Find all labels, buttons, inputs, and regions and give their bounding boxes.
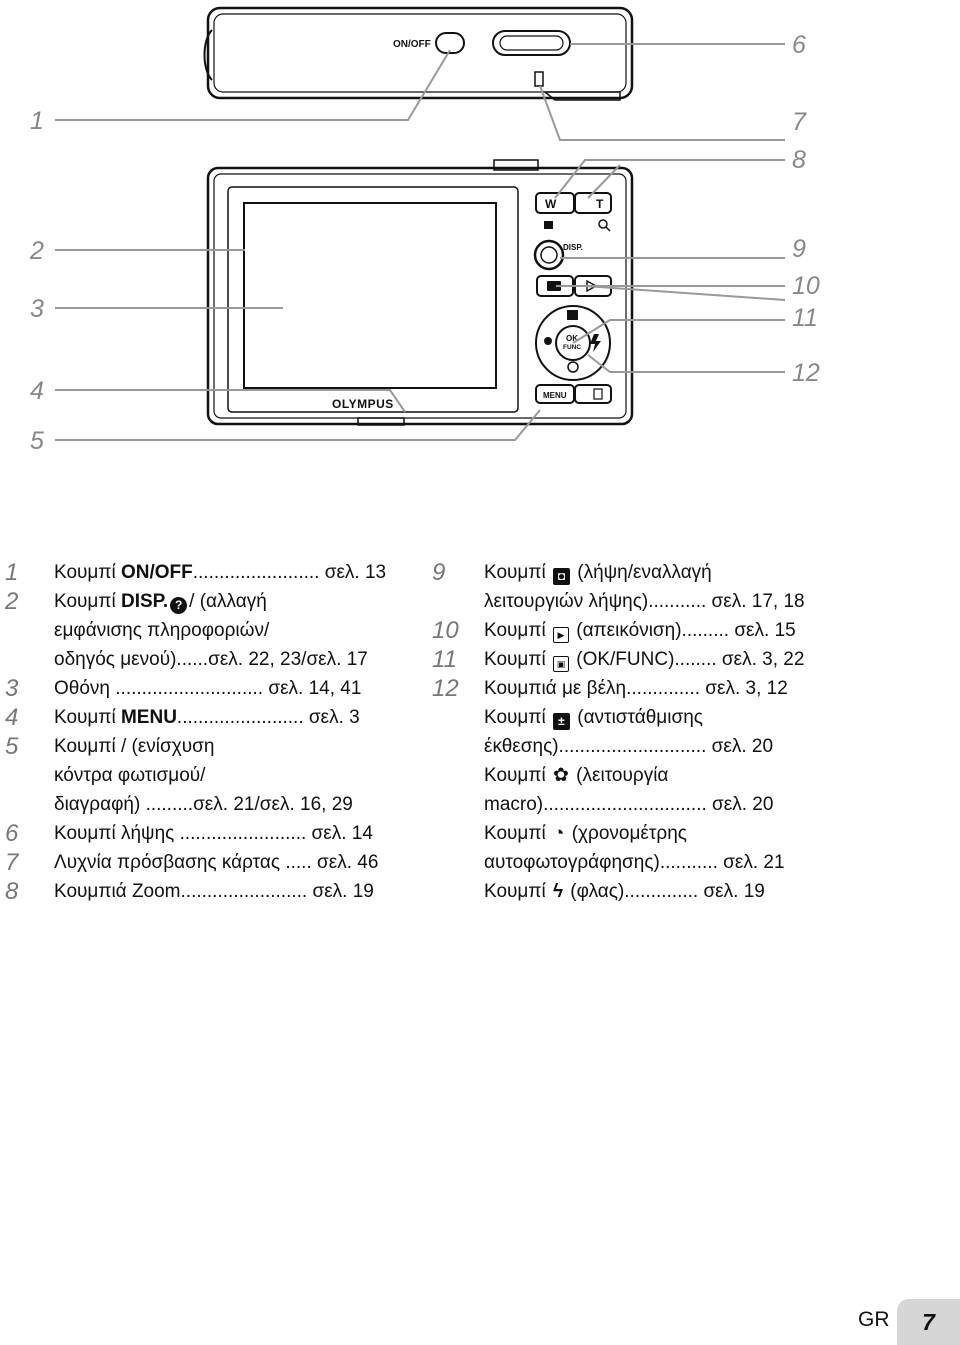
entry-text: Κουμπί / (ενίσχυση: [54, 736, 215, 757]
macro-icon: ✿: [552, 765, 569, 786]
monitor-screen-shape: [244, 203, 496, 388]
entry-text: αυτοφωτογράφησης)........... σελ. 21: [484, 852, 785, 873]
legend-entry-4: [5, 703, 425, 732]
entry-page-ref: ........................ σελ. 3: [176, 707, 360, 728]
legend-entry-6: [5, 819, 425, 848]
zoom-t-label: T: [596, 197, 604, 211]
entry-text: macro)............................... σελ. 20: [484, 794, 774, 815]
entry-number: 8: [5, 878, 19, 905]
legend-sub-self-timer: [432, 819, 852, 848]
legend-line: [432, 587, 852, 616]
legend-line: [5, 616, 425, 645]
entry-text: Κουμπί λήψης ........................ σελ. 14: [54, 823, 373, 844]
legend-line: [432, 732, 852, 761]
entry-number: 4: [5, 704, 19, 731]
legend-left: [5, 558, 425, 906]
ok-func-icon: ▣: [553, 656, 569, 672]
legend-line: [432, 790, 852, 819]
entry-text: Κουμπιά με βέλη.............. σελ. 3, 12: [484, 678, 788, 699]
legend-entry-3: [5, 674, 425, 703]
entry-text: Κουμπί: [54, 562, 121, 583]
callout-2: 2: [30, 237, 44, 265]
entry-text: (χρονομέτρης: [566, 823, 687, 844]
camera-diagram: [0, 0, 960, 470]
legend-sub-macro: [432, 761, 852, 790]
entry-text: έκθεσης)............................ σελ. 20: [484, 736, 774, 757]
legend-entry-8: [5, 877, 425, 906]
entry-number: 2: [5, 588, 19, 615]
callout-3: 3: [30, 295, 44, 323]
entry-text: Κουμπί: [54, 707, 121, 728]
menu-label: MENU: [543, 391, 567, 400]
callout-5: 5: [30, 427, 44, 455]
legend-entry-10: [432, 616, 852, 645]
callout-10: 10: [792, 272, 820, 300]
callout-9: 9: [792, 235, 806, 263]
entry-text: Οθόνη ............................ σελ. 14, 41: [54, 678, 362, 699]
legend-entry-1: [5, 558, 425, 587]
callout-11: 11: [792, 304, 818, 332]
entry-number: 5: [5, 733, 19, 760]
entry-text: Κουμπί: [484, 562, 551, 583]
entry-number: 1: [5, 559, 19, 586]
legend-entry-2: [5, 587, 425, 616]
zoom-w-label: W: [545, 197, 557, 211]
entry-text: Κουμπί: [484, 765, 551, 786]
callout-4: 4: [30, 377, 44, 405]
entry-text: (OK/FUNC)........ σελ. 3, 22: [570, 649, 805, 670]
legend-entry-9: [432, 558, 852, 587]
entry-text: Λυχνία πρόσβασης κάρτας ..... σελ. 46: [54, 852, 379, 873]
entry-number: 9: [432, 559, 446, 586]
legend-line: [5, 761, 425, 790]
brand-logo: OLYMPUS: [332, 397, 394, 411]
entry-text: Κουμπιά Zoom........................ σελ. 19: [54, 881, 374, 902]
entry-text: (λειτουργία: [570, 765, 669, 786]
entry-text: Κουμπί: [484, 881, 551, 902]
play-icon: ▶: [553, 627, 569, 643]
entry-text: (αντιστάθμισης: [571, 707, 703, 728]
entry-text: κόντρα φωτισμού/: [54, 765, 206, 786]
entry-number: 6: [5, 820, 19, 847]
legend-line: [5, 790, 425, 819]
legend-entry-11: [432, 645, 852, 674]
entry-text: λειτουργιών λήψης)........... σελ. 17, 18: [484, 591, 805, 612]
entry-text: Κουμπί: [484, 707, 551, 728]
entry-number: 10: [432, 617, 459, 644]
entry-number: 3: [5, 675, 19, 702]
exposure-icon: ±: [553, 713, 570, 730]
func-label: FUNC: [563, 344, 582, 351]
entry-text: Κουμπί: [484, 620, 551, 641]
entry-number: 12: [432, 675, 459, 702]
card-lamp-shape: [535, 72, 543, 86]
help-icon: ?: [170, 597, 187, 614]
legend-line: [5, 645, 425, 674]
legend-entry-7: [5, 848, 425, 877]
ok-label: OK: [566, 334, 578, 343]
entry-text: εμφάνισης πληροφοριών/: [54, 620, 270, 641]
entry-text: Κουμπί: [484, 649, 551, 670]
camera-back-view: [208, 160, 632, 425]
entry-button-name: ON/OFF: [120, 562, 193, 583]
legend-right: [432, 558, 852, 906]
callout-1: 1: [30, 107, 44, 135]
entry-number: 7: [5, 849, 19, 876]
entry-button-name: DISP.: [120, 591, 169, 612]
disp-label: DISP.: [563, 243, 583, 252]
entry-button-name: MENU: [120, 707, 177, 728]
entry-text: οδηγός μενού)......σελ. 22, 23/σελ. 17: [54, 649, 368, 670]
onoff-label: ON/OFF: [393, 39, 431, 50]
legend-sub-flash: [432, 877, 852, 906]
callout-6: 6: [792, 31, 806, 59]
camera-icon: ◘: [553, 568, 570, 585]
entry-text: (απεικόνιση)......... σελ. 15: [570, 620, 796, 641]
flash-icon: ϟ: [552, 881, 564, 902]
callout-8: 8: [792, 146, 806, 174]
entry-text: (λήψη/εναλλαγή: [571, 562, 712, 583]
legend-entry-12: [432, 674, 852, 703]
shutter-button-shape: [493, 31, 570, 55]
entry-text: / (αλλαγή: [189, 591, 267, 612]
entry-text: Κουμπί: [54, 591, 121, 612]
entry-text: (φλας).............. σελ. 19: [565, 881, 765, 902]
callout-7: 7: [792, 108, 806, 136]
leader-lines: [55, 44, 785, 440]
page-number: 7: [897, 1299, 960, 1345]
callout-12: 12: [792, 359, 820, 387]
entry-page-ref: ........................ σελ. 13: [192, 562, 387, 583]
legend-line: [432, 848, 852, 877]
footer-language: GR: [858, 1308, 890, 1331]
self-timer-icon: ◔: [552, 823, 565, 844]
camera-top-view: [205, 8, 633, 100]
entry-text: Κουμπί: [484, 823, 551, 844]
legend-entry-5: [5, 732, 425, 761]
entry-number: 11: [432, 646, 457, 673]
legend-sub-exposure: [432, 703, 852, 732]
entry-text: διαγραφή) .........σελ. 21/σελ. 16, 29: [54, 794, 353, 815]
